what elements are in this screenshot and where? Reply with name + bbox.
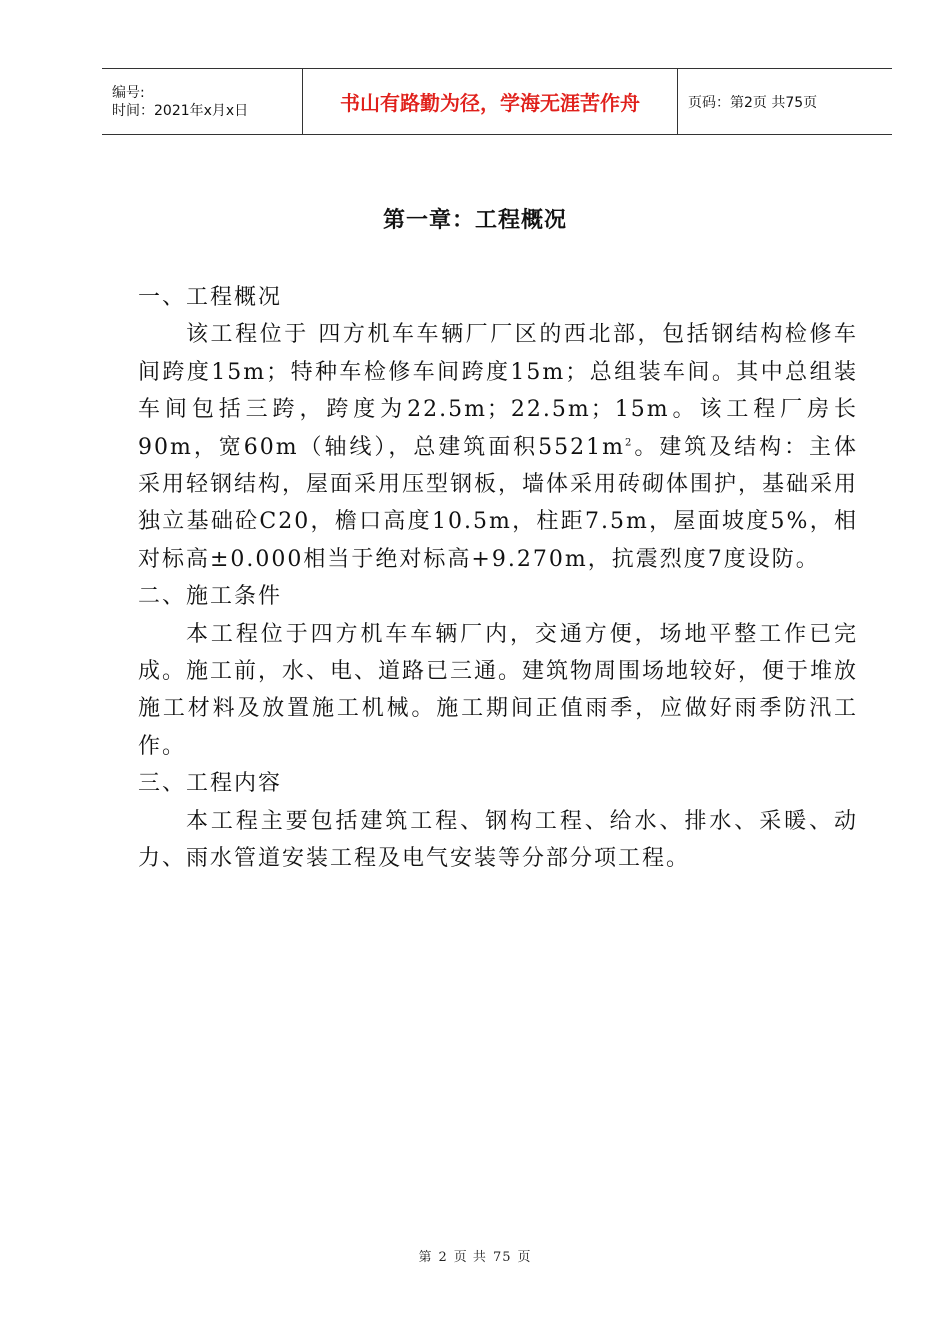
footer-total-pages: 75 [492, 1250, 512, 1265]
header-page-label: 页码：第2页 共75页 [688, 94, 818, 111]
document-number-label: 编号: [112, 84, 145, 101]
section-heading-conditions: 二、施工条件 [138, 584, 283, 610]
document-time-label: 时间：2021年x月x日 [112, 102, 249, 119]
footer-middle: 页 共 [453, 1250, 487, 1265]
footer-suffix: 页 [517, 1250, 532, 1265]
overview-text-part-1: 该工程位于 四方机车车辆厂厂区的西北部，包括钢结构检修车间跨度15m；特种车检修车间跨度15m；总组装车间。其中总组装车间包括三跨，跨度为22.5m；22.5m；15m。该工程厂房长90m，宽60m（轴线），总建筑面积5521m [138, 322, 858, 460]
section-paragraph-conditions: 本工程位于四方机车车辆厂内，交通方便，场地平整工作已完成。施工前，水、电、道路已三通。建筑物周围场地较好，便于堆放施工材料及放置施工机械。施工期间正值雨季，应做好雨季防汛工作。 [138, 621, 859, 759]
header-page-cell [678, 69, 892, 134]
header-motto: 书山有路勤为径，学海无涯苦作舟 [340, 91, 640, 115]
footer-current-page: 2 [438, 1250, 448, 1265]
overview-text-part-2: 。建筑及结构：主体采用轻钢结构，屋面采用压型钢板，墙体采用砖砌体围护，基础采用独立基础砼C20，檐口高度10.5m，柱距7.5m，屋面坡度5%，相对标高±0.000相当于绝对标高+9.270m，抗震烈度7度设防。 [138, 434, 859, 572]
section-paragraph-overview [138, 316, 858, 578]
area-superscript: 2 [624, 437, 634, 449]
section-heading-content: 三、工程内容 [138, 771, 283, 797]
section-paragraph-content: 本工程主要包括建筑工程、钢构工程、给水、排水、采暖、动力、雨水管道安装工程及电气安装等分部分项工程。 [138, 808, 858, 872]
chapter-title: 第一章：工程概况 [382, 208, 567, 233]
page-header [102, 68, 892, 135]
document-body [138, 279, 858, 878]
header-motto-cell [303, 69, 678, 134]
header-meta [102, 69, 303, 134]
page-footer [0, 1246, 950, 1265]
footer-prefix: 第 [418, 1250, 433, 1265]
section-heading-overview: 一、工程概况 [138, 285, 283, 310]
